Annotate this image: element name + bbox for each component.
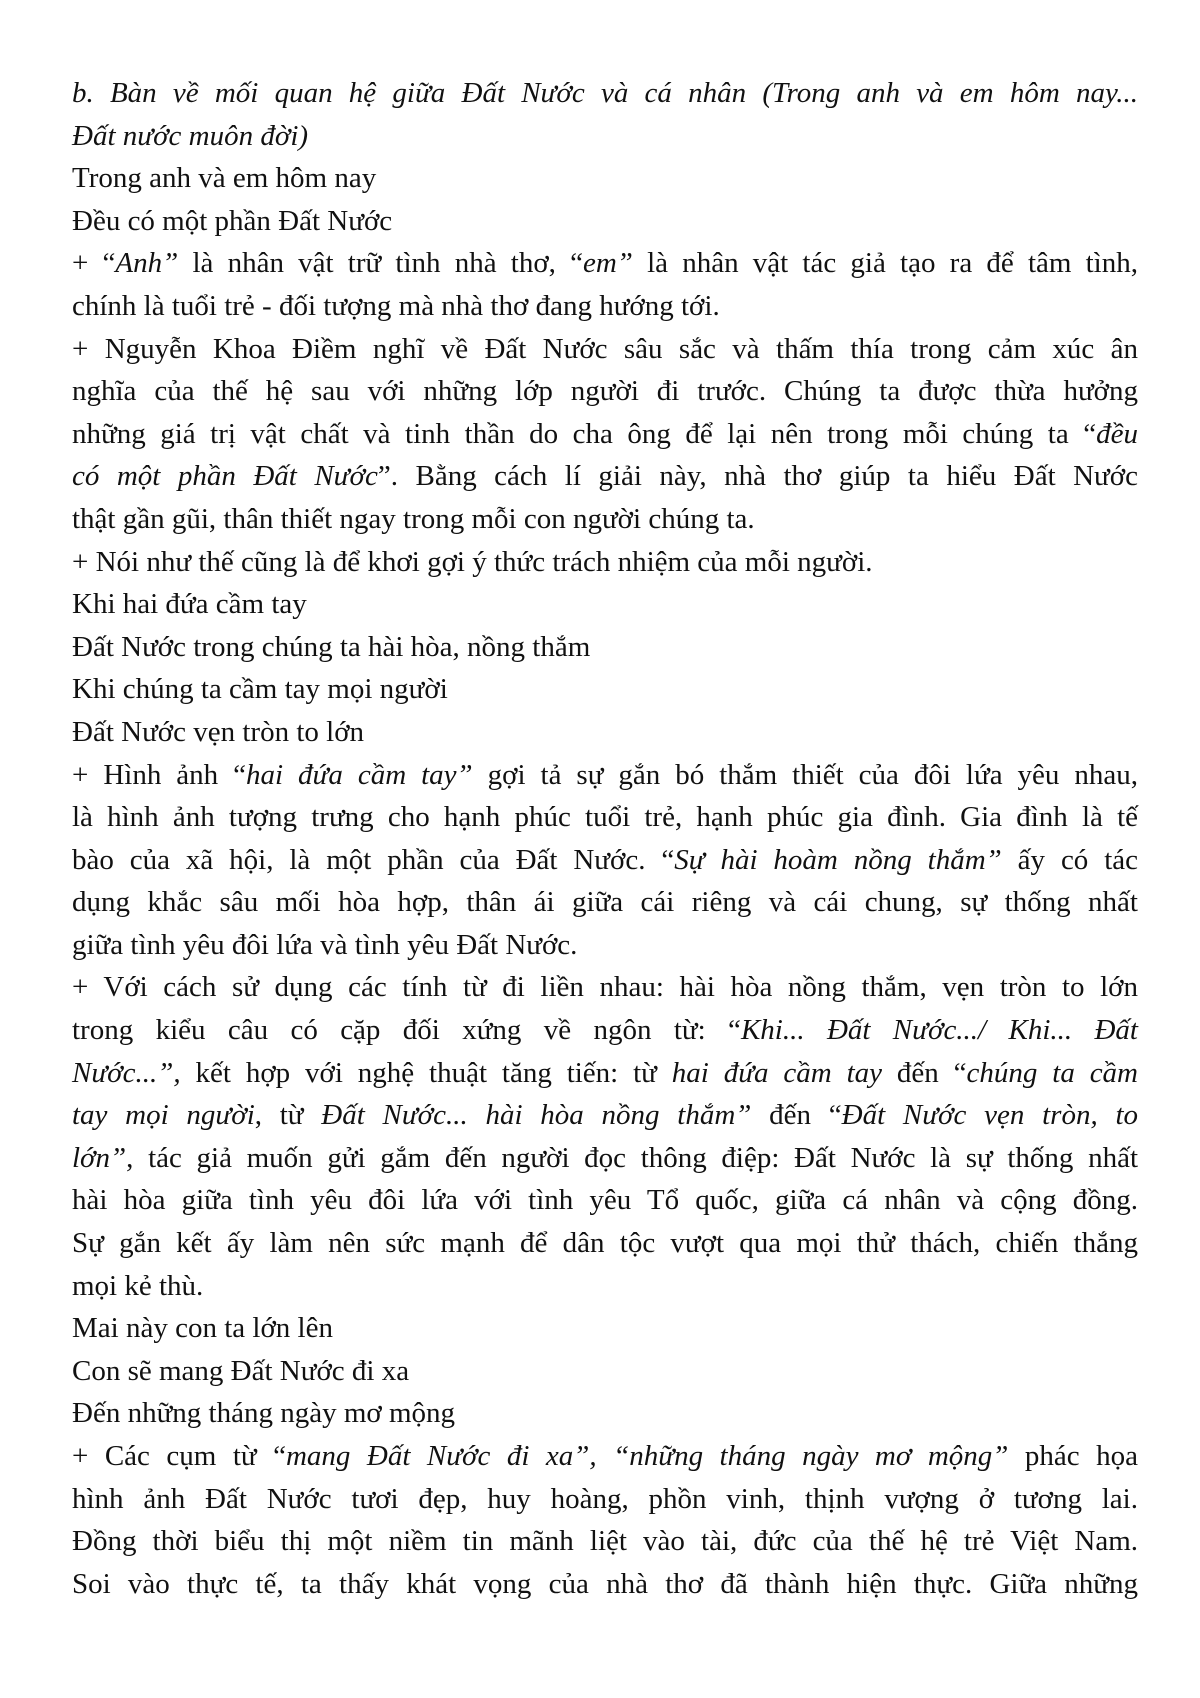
text-line xyxy=(72,1222,1138,1265)
text-line xyxy=(72,711,1138,754)
italic-run: b. Bàn về mối quan hệ giữa Đất Nước và cá nhân (Trong anh và em hôm nay... xyxy=(72,77,1138,109)
italic-run: mang Đất Nước đi xa”, “những tháng ngày mơ mộng” xyxy=(285,1440,1009,1472)
text-run: là hình ảnh tượng trưng cho hạnh phúc tuổi trẻ, hạnh phúc gia đình. Gia đình là tế xyxy=(72,801,1138,834)
italic-run: chúng ta cầm xyxy=(966,1056,1139,1089)
text-line xyxy=(72,115,1138,158)
text-run: + Nói như thế cũng là để khơi gợi ý thức trách nhiệm của mỗi người. xyxy=(72,545,873,578)
text-run: hài hòa giữa tình yêu đôi lứa với tình yêu Tổ quốc, giữa cá nhân và cộng đồng. xyxy=(72,1184,1138,1217)
text-line xyxy=(72,1563,1138,1606)
text-run: Khi chúng ta cầm tay mọi người xyxy=(72,673,448,706)
text-run: ấy có tác xyxy=(1001,843,1139,876)
text-run: + Với cách sử dụng các tính từ đi liền nhau: hài hòa nồng thắm, vẹn tròn to lớn xyxy=(72,971,1138,1004)
text-line xyxy=(72,200,1138,243)
text-run: kết hợp với nghệ thuật tăng tiến: từ xyxy=(180,1056,672,1089)
text-run: Soi vào thực tế, ta thấy khát vọng của nhà thơ đã thành hiện thực. Giữa những xyxy=(72,1567,1138,1600)
text-line xyxy=(72,668,1138,711)
text-line xyxy=(72,541,1138,584)
text-run: Sự gắn kết ấy làm nên sức mạnh để dân tộc vượt qua mọi thử thách, chiến thắng xyxy=(72,1227,1138,1260)
text-line xyxy=(72,1179,1138,1222)
text-line xyxy=(72,796,1138,839)
text-run: Mai này con ta lớn lên xyxy=(72,1312,333,1345)
italic-run: Đất Nước vẹn tròn, to xyxy=(841,1099,1139,1132)
text-run: Đồng thời biểu thị một niềm tin mãnh liệt vào tài, đức của thế hệ trẻ Việt Nam. xyxy=(72,1525,1138,1558)
text-line xyxy=(72,924,1138,967)
text-run: gợi tả sự gắn bó thắm thiết của đôi lứa yêu nhau, xyxy=(472,758,1138,791)
text-line xyxy=(72,370,1138,413)
italic-run: tay mọi người xyxy=(72,1099,255,1132)
text-line xyxy=(72,1392,1138,1435)
text-line xyxy=(72,455,1138,498)
text-run: + Các cụm từ “ xyxy=(72,1440,286,1472)
text-run: + Hình ảnh “ xyxy=(72,758,247,791)
text-line xyxy=(72,1265,1138,1308)
italic-run: em” xyxy=(582,247,633,280)
text-line xyxy=(72,1435,1138,1478)
text-line xyxy=(72,413,1138,456)
italic-run: đều xyxy=(1096,417,1138,450)
text-run: ”. Bằng cách lí giải này, nhà thơ giúp ta hiểu Đất Nước xyxy=(377,460,1138,493)
text-line xyxy=(72,583,1138,626)
text-run: nghĩa của thế hệ sau với những lớp người đi trước. Chúng ta được thừa hưởng xyxy=(72,375,1138,408)
text-run: những giá trị vật chất và tinh thần do cha ông để lại nên trong mỗi chúng ta “ xyxy=(72,417,1097,450)
text-run: Đến những tháng ngày mơ mộng xyxy=(72,1397,456,1430)
text-run: Đất Nước trong chúng ta hài hòa, nồng thắm xyxy=(72,630,591,663)
text-line xyxy=(72,498,1138,541)
text-line xyxy=(72,1520,1138,1563)
italic-run: Sự hài hoàm nồng thắm” xyxy=(674,843,1002,876)
text-run: thật gần gũi, thân thiết ngay trong mỗi con người chúng ta. xyxy=(72,502,755,535)
italic-run: Đất Nước... hài hòa nồng thắm” xyxy=(321,1099,752,1132)
text-run: đến “ xyxy=(751,1099,842,1132)
text-line xyxy=(72,1009,1138,1052)
text-line xyxy=(72,1094,1138,1137)
italic-run: Đất nước muôn đời) xyxy=(72,119,309,152)
text-run: hình ảnh Đất Nước tươi đẹp, huy hoàng, phồn vinh, thịnh vượng ở tương lai. xyxy=(72,1482,1138,1515)
text-line xyxy=(72,157,1138,200)
text-line xyxy=(72,242,1138,285)
text-run: đến “ xyxy=(882,1056,967,1089)
text-line xyxy=(72,754,1138,797)
text-line xyxy=(72,1307,1138,1350)
text-run: phác họa xyxy=(1008,1440,1138,1472)
text-line xyxy=(72,1052,1138,1095)
text-run: là nhân vật tác giả tạo ra để tâm tình, xyxy=(632,247,1138,280)
text-run: , từ xyxy=(254,1099,322,1132)
text-run: Con sẽ mang Đất Nước đi xa xyxy=(72,1354,410,1387)
text-run: Khi hai đứa cầm tay xyxy=(72,588,307,621)
italic-run: hai đứa cầm tay xyxy=(671,1056,883,1089)
italic-run: Anh” xyxy=(115,247,179,280)
text-line xyxy=(72,72,1138,115)
text-line xyxy=(72,1350,1138,1393)
text-line xyxy=(72,285,1138,328)
italic-run: hai đứa cầm tay” xyxy=(246,758,473,791)
text-run: là nhân vật trữ tình nhà thơ, “ xyxy=(178,247,583,280)
text-run: mọi kẻ thù. xyxy=(72,1269,204,1302)
text-run: bào của xã hội, là một phần của Đất Nước. “ xyxy=(72,843,675,876)
text-line xyxy=(72,626,1138,669)
italic-run: lớn” xyxy=(72,1141,127,1174)
text-line xyxy=(72,1137,1138,1180)
text-line xyxy=(72,328,1138,371)
text-run: Đất Nước vẹn tròn to lớn xyxy=(72,715,365,748)
italic-run: Khi... Đất Nước.../ Khi... Đất xyxy=(740,1014,1138,1047)
text-line xyxy=(72,1478,1138,1521)
text-run: dụng khắc sâu mối hòa hợp, thân ái giữa cái riêng và cái chung, sự thống nhất xyxy=(72,886,1138,919)
text-run: trong kiểu câu có cặp đối xứng về ngôn từ: “ xyxy=(72,1014,741,1047)
text-run: Đều có một phần Đất Nước xyxy=(72,204,393,237)
text-run: giữa tình yêu đôi lứa và tình yêu Đất Nước. xyxy=(72,928,578,961)
text-run: Trong anh và em hôm nay xyxy=(72,162,377,195)
text-line xyxy=(72,966,1138,1009)
text-run: + “ xyxy=(72,247,116,280)
text-line xyxy=(72,839,1138,882)
text-run: , tác giả muốn gửi gắm đến người đọc thông điệp: Đất Nước là sự thống nhất xyxy=(126,1141,1138,1174)
text-line xyxy=(72,881,1138,924)
italic-run: có một phần Đất Nước xyxy=(72,460,378,493)
text-run: chính là tuổi trẻ - đối tượng mà nhà thơ đang hướng tới. xyxy=(72,289,720,322)
text-run: + Nguyễn Khoa Điềm nghĩ về Đất Nước sâu sắc và thấm thía trong cảm xúc ân xyxy=(72,332,1138,365)
italic-run: Nước...”, xyxy=(72,1056,181,1089)
